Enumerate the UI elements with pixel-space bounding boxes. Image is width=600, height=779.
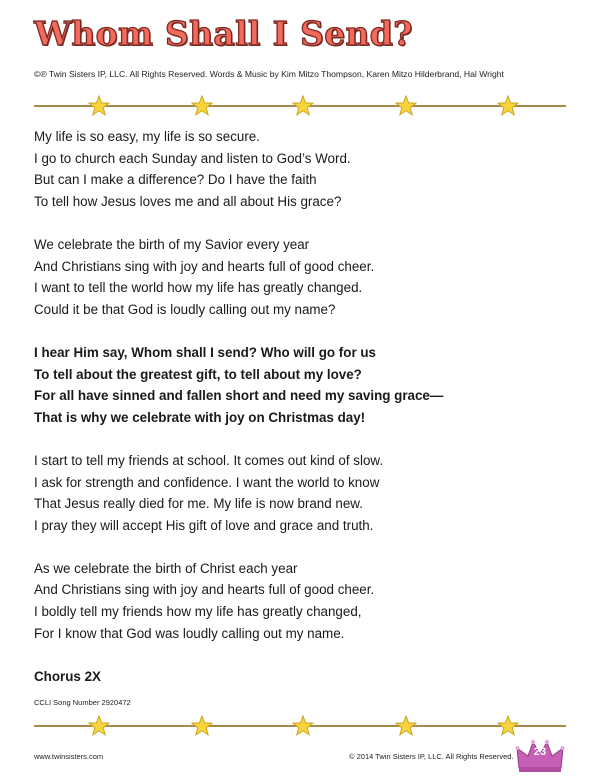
lyric-line: And Christians sing with joy and hearts full of good cheer. xyxy=(34,258,375,274)
footer-copyright: © 2014 Twin Sisters IP, LLC. All Rights Reserved. xyxy=(349,752,514,761)
lyric-line: I ask for strength and confidence. I want the world to know xyxy=(34,474,380,490)
lyric-line: We celebrate the birth of my Savior every year xyxy=(34,236,310,252)
verse-2 xyxy=(34,234,574,320)
star-icon xyxy=(292,95,314,117)
lyric-line: To tell about the greatest gift, to tell about my love? xyxy=(34,366,362,382)
lyric-line: I want to tell the world how my life has greatly changed. xyxy=(34,280,363,296)
chorus-repeat-label: Chorus 2X xyxy=(34,669,101,684)
lyric-line: I go to church each Sunday and listen to God’s Word. xyxy=(34,150,351,166)
song-credits: ©℗ Twin Sisters IP, LLC. All Rights Reserved. Words & Music by Kim Mitzo Thompson, Karen Mitzo Hilderbrand, Hal Wright xyxy=(34,69,504,79)
chorus xyxy=(34,342,574,428)
lyrics-body xyxy=(34,126,574,666)
lyric-line: Could it be that God is loudly calling out my name? xyxy=(34,301,336,317)
lyric-line: For I know that God was loudly calling out my name. xyxy=(34,625,345,641)
lyric-line: But can I make a difference? Do I have the faith xyxy=(34,172,317,188)
star-icon xyxy=(88,95,110,117)
lyric-line: As we celebrate the birth of Christ each year xyxy=(34,560,298,576)
website-url: www.twinsisters.com xyxy=(34,752,104,761)
lyric-line: To tell how Jesus loves me and all about His grace? xyxy=(34,193,342,209)
star-icon xyxy=(191,95,213,117)
song-title: Whom Shall I Send? xyxy=(34,14,413,53)
lyric-line: I boldly tell my friends how my life has greatly changed, xyxy=(34,604,362,620)
page-number: 23 xyxy=(533,746,547,758)
star-divider-bottom xyxy=(34,715,566,737)
verse-3 xyxy=(34,450,574,536)
lyric-line: That Jesus really died for me. My life is now brand new. xyxy=(34,496,363,512)
star-icon xyxy=(497,715,519,737)
star-icon xyxy=(191,715,213,737)
lyric-line: I start to tell my friends at school. It comes out kind of slow. xyxy=(34,452,384,468)
star-icon xyxy=(395,715,417,737)
star-icon xyxy=(292,715,314,737)
ccli-number: CCLI Song Number 2920472 xyxy=(34,698,131,707)
star-icon xyxy=(395,95,417,117)
lyric-line: For all have sinned and fallen short and need my saving grace— xyxy=(34,388,444,404)
star-icon xyxy=(497,95,519,117)
lyric-line: My life is so easy, my life is so secure. xyxy=(34,129,260,144)
verse-4 xyxy=(34,558,574,644)
lyric-line: That is why we celebrate with joy on Christmas day! xyxy=(34,409,366,425)
star-divider-top xyxy=(34,95,566,117)
star-icon xyxy=(88,715,110,737)
lyric-line: I pray they will accept His gift of love and grace and truth. xyxy=(34,517,374,533)
lyric-line: I hear Him say, Whom shall I send? Who will go for us xyxy=(34,344,376,360)
verse-1 xyxy=(34,126,574,212)
lyric-line: And Christians sing with joy and hearts full of good cheer. xyxy=(34,582,375,598)
